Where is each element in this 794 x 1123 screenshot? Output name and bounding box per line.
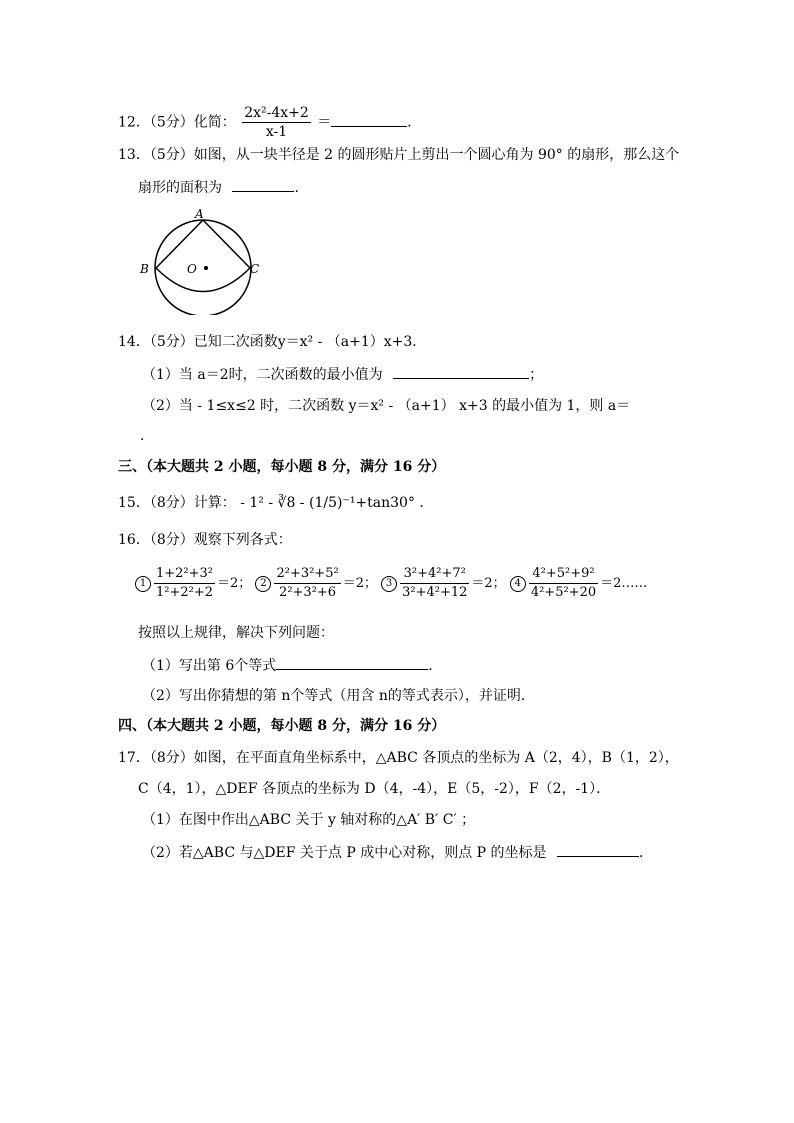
- q16-part1: [142, 655, 442, 676]
- q14-part1-end: ；: [529, 367, 544, 383]
- q12-denominator: x-1: [265, 124, 288, 140]
- q16-part1-blank[interactable]: [276, 655, 428, 670]
- q16-eq3-rhs: ＝2；: [471, 576, 506, 591]
- q16-eq2-num: 2²+3²+5²: [274, 565, 340, 584]
- q12-fraction: [242, 104, 311, 141]
- label-o: O: [187, 262, 197, 276]
- q12-prefix: 12．（5分）化简：: [118, 114, 236, 131]
- q16-eq-2: [255, 566, 377, 600]
- q12-eq: ＝: [317, 114, 332, 131]
- q16-part1-end: ．: [428, 658, 443, 674]
- q15-end: ．: [419, 495, 434, 511]
- circled-number-4: 4: [510, 576, 526, 592]
- q14-part2: （2）当 - 1≤x≤2 时，二次函数 y＝x² - （a+1） x+3 的最小值为 1，则 a＝: [142, 398, 631, 414]
- q17-part2-end: ．: [638, 845, 653, 861]
- q16-eq-3: [381, 566, 506, 600]
- q13-line2: [138, 177, 308, 198]
- q14-part2-end: ．: [140, 428, 154, 444]
- q16-part2: （2）写出你猜想的第 n个等式（用含 n的等式表示），并证明．: [142, 688, 535, 704]
- q16-eq4-num: 4²+5²+9²: [529, 565, 598, 584]
- q13-end: ．: [294, 180, 309, 196]
- q16-equations: [135, 562, 647, 606]
- q15-prefix: 15．（8分）计算：: [118, 495, 236, 511]
- circle-outline: [155, 220, 251, 315]
- q16-eq2-den: 2²+3²+6: [279, 585, 337, 600]
- section-3-header: 三、（本大题共 2 小题，每小题 8 分，满分 16 分）: [118, 459, 446, 475]
- q16-eq1-rhs: ＝2；: [217, 576, 252, 591]
- q13-line2-text: 扇形的面积为: [138, 180, 222, 196]
- q13-figure: [135, 205, 265, 315]
- q16-part1-text: （1）写出第 6个等式: [142, 658, 277, 674]
- q16-eq3-num: 3²+4²+7²: [400, 565, 469, 584]
- circled-number-1: 1: [135, 576, 151, 592]
- q16-stem: 16．（8分）观察下列各式：: [118, 532, 292, 548]
- chord-ac: [203, 220, 250, 268]
- chord-ab: [156, 220, 203, 268]
- q13-line1: 13．（5分）如图，从一块半径是 2 的圆形贴片上剪出一个圆心角为 90° 的扇形，那么这个: [118, 147, 680, 163]
- label-a: A: [195, 207, 204, 221]
- q12-end: ．: [407, 114, 422, 131]
- q13-answer-blank[interactable]: [232, 177, 294, 192]
- q16-rule: 按照以上规律，解决下列问题：: [138, 625, 334, 641]
- q16-eq-1: [135, 566, 252, 600]
- q14-part1: [142, 364, 543, 385]
- q17-line1: 17．（8分）如图，在平面直角坐标系中，△ABC 各顶点的坐标为 A（2，4），B（1，2），: [118, 750, 679, 766]
- q16-eq1-den: 1²+2²+2: [156, 585, 214, 600]
- label-b: B: [140, 262, 149, 276]
- section-4-header: 四、（本大题共 2 小题，每小题 8 分，满分 16 分）: [118, 718, 446, 734]
- q17-part2-blank[interactable]: [557, 842, 639, 857]
- q16-eq-4: [510, 566, 648, 600]
- q17-line2: C（4，1），△DEF 各顶点的坐标为 D（4，-4），E（5，-2），F（2，-1）．: [138, 781, 611, 797]
- q16-eq4-rhs: ＝2……: [600, 576, 648, 591]
- q17-part2-text: （2）若△ABC 与△DEF 关于点 P 成中心对称，则点 P 的坐标是: [142, 845, 547, 861]
- center-point: [204, 266, 208, 270]
- q12-numerator: 2x²-4x+2: [244, 105, 309, 121]
- q16-eq3-den: 3²+4²+12: [402, 585, 468, 600]
- q17-part1: （1）在图中作出△ABC 关于 y 轴对称的△A′ B′ C′ ；: [142, 812, 476, 828]
- circled-number-3: 3: [381, 576, 397, 592]
- q15-expression: - 1² - ∛8 - (1/5)⁻¹+tan30°: [240, 495, 415, 511]
- circled-number-2: 2: [255, 576, 271, 592]
- q16-eq1-num: 1+2²+3²: [154, 565, 215, 584]
- q14-stem: 14．（5分）已知二次函数y＝x² - （a+1）x+3．: [118, 334, 427, 350]
- q12: [118, 104, 421, 141]
- q15: [118, 490, 433, 516]
- q16-eq4-den: 4²+5²+20: [530, 585, 597, 600]
- q14-part1-blank[interactable]: [393, 364, 529, 379]
- label-c: C: [250, 262, 260, 276]
- sector-arc-bc: [156, 268, 250, 292]
- q12-answer-blank[interactable]: [331, 112, 407, 127]
- q14-part1-text: （1）当 a＝2时，二次函数的最小值为: [142, 367, 383, 383]
- q16-eq2-rhs: ＝2；: [342, 576, 377, 591]
- q17-part2: [142, 842, 653, 863]
